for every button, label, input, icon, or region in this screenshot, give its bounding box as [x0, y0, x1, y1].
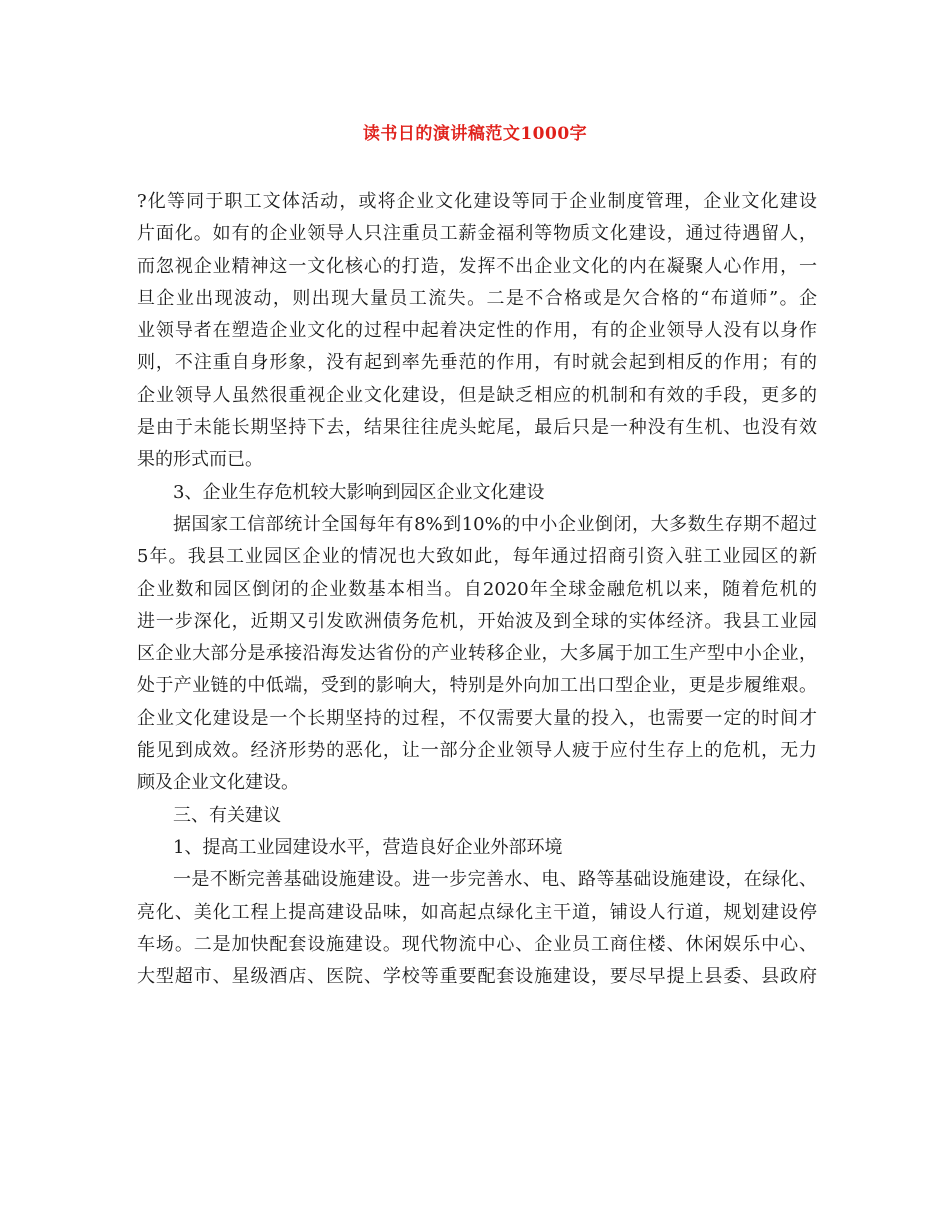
text-line: 进一步深化，近期又引发欧洲债务危机，开始波及到全球的实体经济。我县工业园: [137, 610, 817, 632]
text-line: 3、企业生存危机较大影响到园区企业文化建设: [173, 481, 545, 503]
text-line: 1、提高工业园建设水平，营造良好企业外部环境: [173, 836, 563, 858]
text-line: 区企业大部分是承接沿海发达省份的产业转移企业，大多属于加工生产型中小企业，: [137, 643, 817, 665]
text-line: 企业文化建设是一个长期坚持的过程，不仅需要大量的投入，也需要一定的时间才: [137, 707, 817, 729]
text-line: 三、有关建议: [173, 804, 281, 826]
text-line: 企业数和园区倒闭的企业数基本相当。自2020年全球金融危机以来，随着危机的: [137, 578, 817, 600]
text-line: 一是不断完善基础设施建设。进一步完善水、电、路等基础设施建设，在绿化、: [173, 869, 817, 891]
text-line: 大型超市、星级酒店、医院、学校等重要配套设施建设，要尽早提上县委、县政府: [137, 966, 817, 988]
text-line: 处于产业链的中低端，受到的影响大，特别是外向加工出口型企业，更是步履维艰。: [137, 675, 817, 697]
text-line: 是由于未能长期坚持下去，结果往往虎头蛇尾，最后只是一种没有生机、也没有效: [137, 417, 817, 439]
text-line: 亮化、美化工程上提高建设品味，如高起点绿化主干道，铺设人行道，规划建设停: [137, 901, 817, 923]
text-line: 而忽视企业精神这一文化核心的打造，发挥不出企业文化的内在凝聚人心作用，一: [137, 255, 817, 277]
text-line: 车场。二是加快配套设施建设。现代物流中心、企业员工商住楼、休闲娱乐中心、: [137, 933, 817, 955]
text-line: 则，不注重自身形象，没有起到率先垂范的作用，有时就会起到相反的作用；有的: [137, 352, 817, 374]
text-line: 据国家工信部统计全国每年有8%到10%的中小企业倒闭，大多数生存期不超过: [173, 513, 817, 535]
text-line: 能见到成效。经济形势的恶化，让一部分企业领导人疲于应付生存上的危机，无力: [137, 740, 817, 762]
text-line: 果的形式而已。: [137, 449, 263, 471]
document-title: 读书日的演讲稿范文1000字: [362, 124, 588, 144]
text-line: ?化等同于职工文体活动，或将企业文化建设等同于企业制度管理，企业文化建设: [137, 191, 817, 212]
text-line: 旦企业出现波动，则出现大量员工流失。二是不合格或是欠合格的“布道师”。企: [137, 287, 817, 309]
text-line: 企业领导人虽然很重视企业文化建设，但是缺乏相应的机制和有效的手段，更多的: [137, 384, 817, 406]
document-body: [137, 186, 817, 993]
text-line: 片面化。如有的企业领导人只注重员工薪金福利等物质文化建设，通过待遇留人，: [137, 223, 817, 245]
text-line: 顾及企业文化建设。: [137, 772, 299, 794]
text-line: 5年。我县工业园区企业的情况也大致如此，每年通过招商引资入驻工业园区的新: [137, 546, 817, 568]
text-line: 业领导者在塑造企业文化的过程中起着决定性的作用，有的企业领导人没有以身作: [137, 320, 817, 342]
